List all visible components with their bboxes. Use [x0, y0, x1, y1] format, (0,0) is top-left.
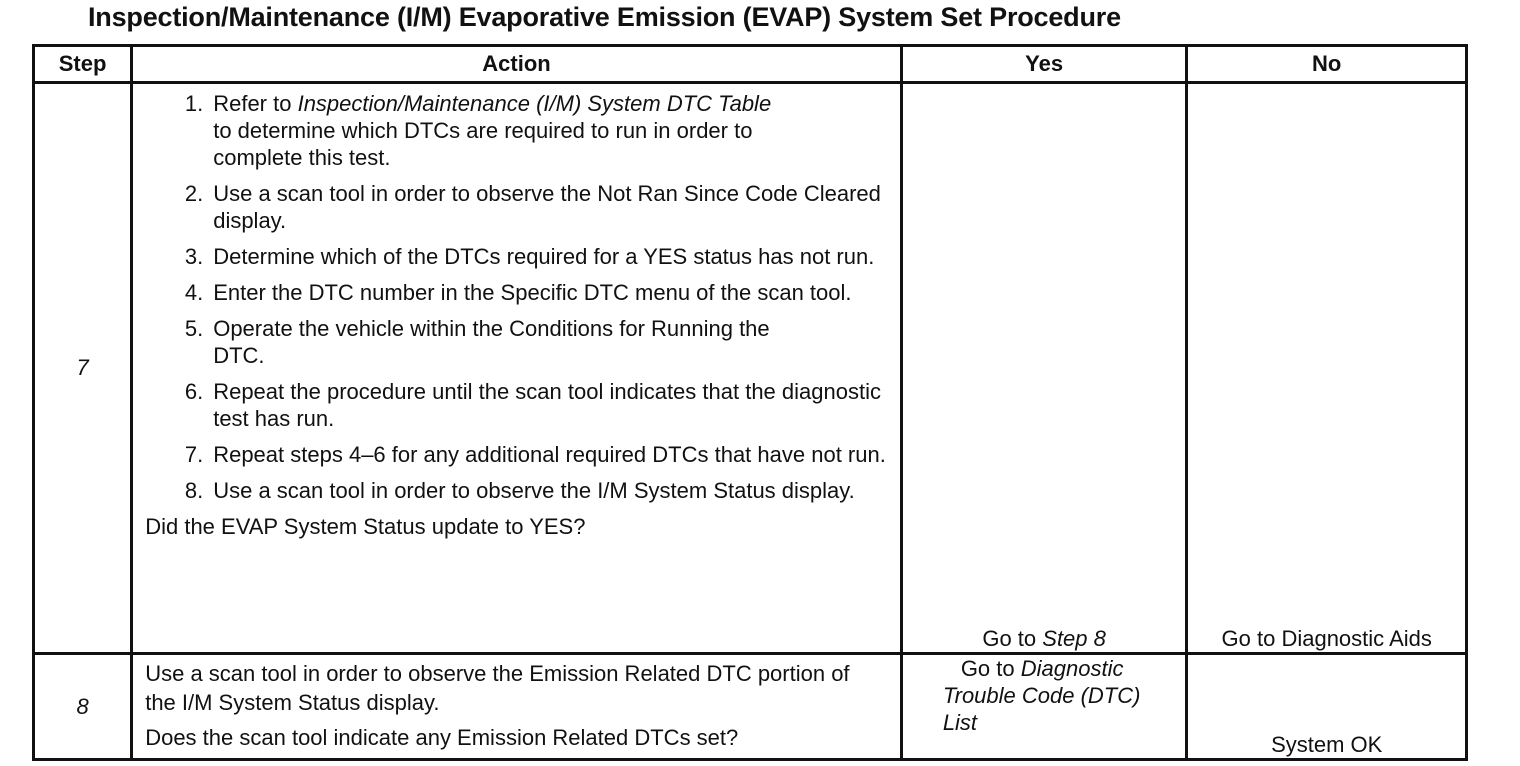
substep-number: 3. [184, 244, 204, 269]
yes-result-prefix: Go to [982, 626, 1043, 651]
page-title: Inspection/Maintenance (I/M) Evaporative Emission (EVAP) System Set Procedure [88, 2, 1121, 32]
substep-number: 1. [184, 91, 204, 116]
step-number-7: 7 [34, 83, 132, 654]
list-item [145, 378, 892, 432]
substep-text: Use a scan tool in order to observe the Not Ran Since Code Cleared display. [213, 181, 881, 233]
substep-number: 4. [184, 280, 204, 305]
substep-text: Repeat the procedure until the scan tool indicates that the diagnostic test has run. [213, 379, 881, 431]
action-cell-8 [132, 654, 902, 760]
table-row-step-8 [34, 654, 1467, 760]
substep-number: 2. [184, 181, 204, 206]
list-item [145, 180, 892, 234]
substep-number: 8. [184, 478, 204, 503]
header-yes: Yes [901, 46, 1187, 83]
step-8-question: Does the scan tool indicate any Emission Related DTCs set? [145, 725, 739, 750]
no-result-7 [1187, 83, 1467, 654]
list-item [145, 243, 892, 270]
table-row-step-7 [34, 83, 1467, 654]
substep-text: Enter the DTC number in the Specific DTC menu of the scan tool. [213, 280, 852, 305]
substep-number: 7. [184, 442, 204, 467]
substeps-list [145, 90, 892, 504]
dtc-link-line-2: Trouble Code (DTC) [942, 683, 1141, 708]
list-item [145, 477, 892, 504]
dtc-link-line-3: List [942, 710, 978, 735]
procedure-table [32, 44, 1468, 761]
header-no: No [1187, 46, 1467, 83]
yes-result-8 [901, 654, 1187, 760]
substep-text: Operate the vehicle within the Conditions for Running the DTC. [213, 316, 770, 368]
step-number-8: 8 [34, 654, 132, 760]
list-item [145, 90, 892, 171]
substep-text: Repeat steps 4–6 for any additional required DTCs that have not run. [213, 442, 886, 467]
step-8-action-text: Use a scan tool in order to observe the Emission Related DTC portion of the I/M System Status display. [145, 661, 850, 715]
substep-text: Determine which of the DTCs required for a YES status has not run. [213, 244, 875, 269]
substep-number: 6. [184, 379, 204, 404]
list-item [145, 315, 892, 369]
yes-result-7 [901, 83, 1187, 654]
go-to-step-8-link[interactable]: Step 8 [1042, 626, 1106, 651]
list-item [145, 279, 892, 306]
system-ok-text: System OK [1271, 732, 1383, 757]
step-7-question: Did the EVAP System Status update to YES? [145, 514, 586, 539]
table-header-row [34, 46, 1467, 83]
go-to-dtc-list-link[interactable] [903, 655, 1186, 736]
header-action: Action [132, 46, 902, 83]
substep-text-suffix: to determine which DTCs are required to run in order to complete this test. [213, 118, 753, 170]
header-step: Step [34, 46, 132, 83]
substep-text-prefix: Refer to [213, 91, 298, 116]
yes-result-prefix: Go to [960, 656, 1021, 681]
list-item [145, 441, 892, 468]
dtc-table-reference[interactable]: Inspection/Maintenance (I/M) System DTC Table [297, 91, 772, 116]
no-result-8 [1187, 654, 1467, 760]
substep-text [213, 90, 892, 171]
dtc-link-line-1: Diagnostic [1020, 656, 1124, 681]
action-cell-7 [132, 83, 902, 654]
substep-number: 5. [184, 316, 204, 341]
substep-text: Use a scan tool in order to observe the I/M System Status display. [213, 478, 855, 503]
go-to-diagnostic-aids-link[interactable]: Go to Diagnostic Aids [1221, 626, 1432, 651]
